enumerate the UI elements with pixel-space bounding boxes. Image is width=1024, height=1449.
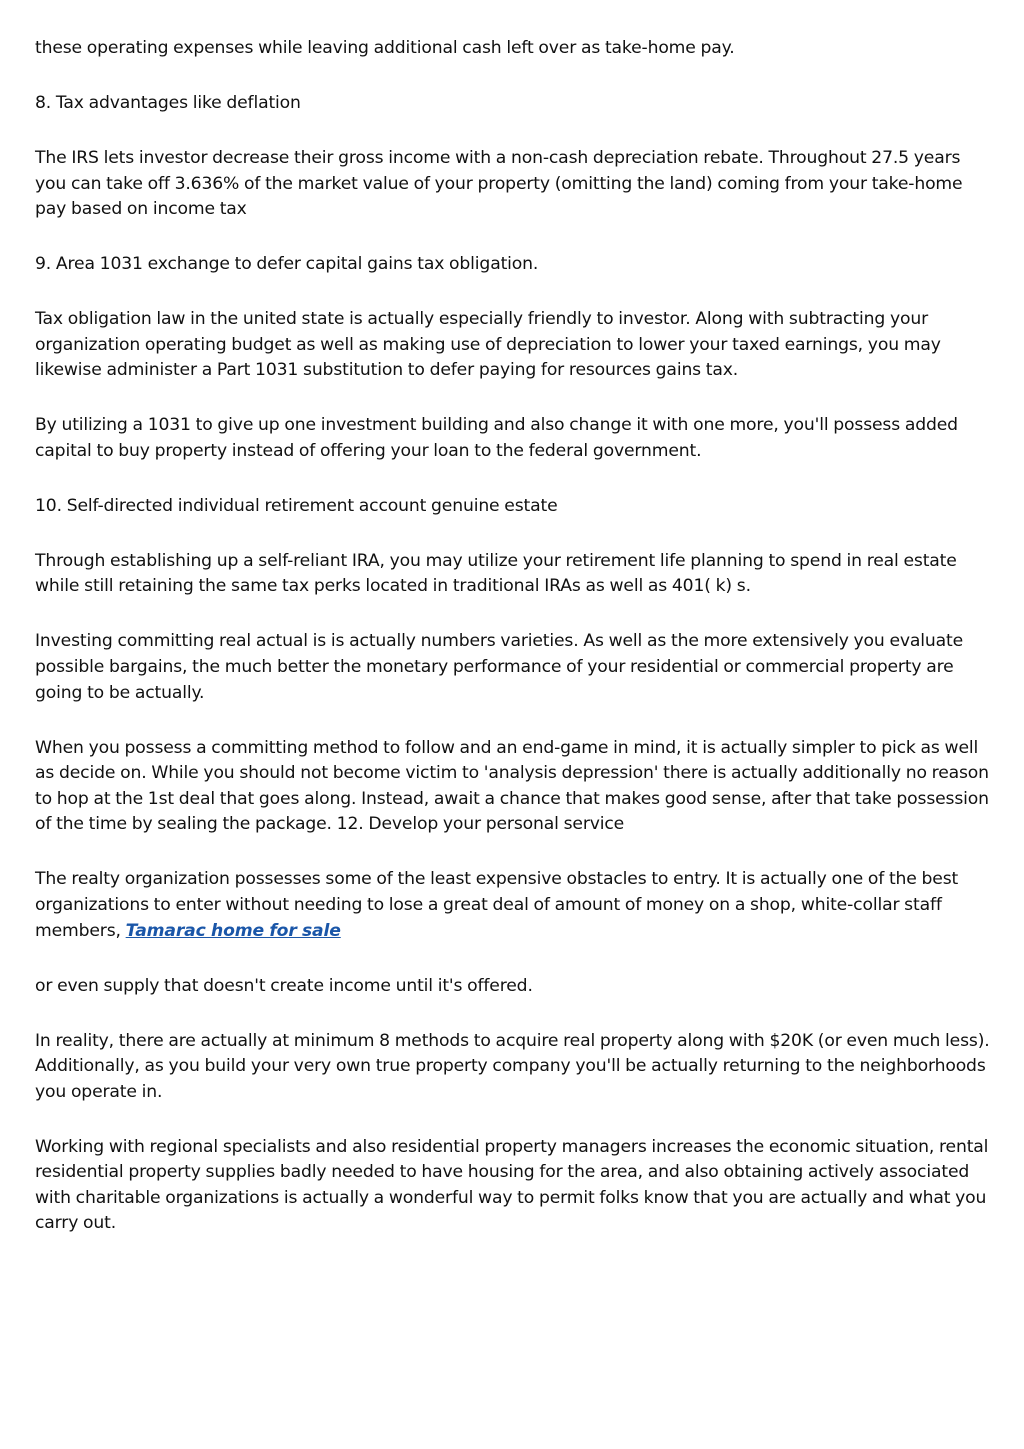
tamarac-home-link[interactable]: Tamarac home for sale <box>125 920 341 941</box>
paragraph-realty-text: The realty organization possesses some of the least expensive obstacles to entry. It is actually one of the best organizations to enter without needing to lose a great deal of amount of money on a shop, white-collar staff members, <box>35 869 959 941</box>
paragraph-supply: or even supply that doesn't create income until it's offered. <box>35 975 533 996</box>
paragraph-investing-numbers: Investing committing real actual is is actually numbers varieties. As well as the more extensively you evaluate possible bargains, the much better the monetary performance of your residential or commercial property are going to be actually. <box>35 631 964 703</box>
paragraph-depreciation: The IRS lets investor decrease their gross income with a non-cash depreciation rebate. Throughout 27.5 years you can take off 3.636% of the market value of your property (omitting the land) coming from your take-home pay based on income tax <box>35 147 963 220</box>
heading-tax-advantages: 8. Tax advantages like deflation <box>35 92 301 113</box>
paragraph-in-reality: In reality, there are actually at minimum 8 methods to acquire real property along with $20K (or even much less). Additionally, as you build your very own true property company you'll be actually returning to the neighborhoods you operate in. <box>35 1030 990 1102</box>
paragraph-ira: Through establishing up a self-reliant IRA, you may utilize your retirement life planning to spend in real estate while still retaining the same tax perks located in traditional IRAs as well as 401( k) s. <box>35 550 957 597</box>
paragraph-1031-usage: By utilizing a 1031 to give up one investment building and also change it with one more, you'll possess added capital to buy property instead of offering your loan to the federal government. <box>35 415 958 461</box>
heading-self-directed-ira: 10. Self-directed individual retirement account genuine estate <box>35 495 558 516</box>
paragraph-tax-law: Tax obligation law in the united state is actually especially friendly to investor. Along with subtracting your organization operating budget as well as making use of depreciation to lower your taxed earnings, you may likewise administer a Part 1031 substitution to defer paying for resources gains tax. <box>35 309 941 381</box>
paragraph-realty-organization <box>35 867 990 944</box>
paragraph-committing-method: When you possess a committing method to follow and an end-game in mind, it is actually simpler to pick as well as decide on. While you should not become victim to 'analysis depression' there is actually additionally no reason to hop at the 1st deal that goes along. Instead, await a chance that makes good sense, after that take possession of the time by sealing the package. 12. Develop your personal service <box>35 737 989 835</box>
heading-1031-exchange: 9. Area 1031 exchange to defer capital gains tax obligation. <box>35 254 539 275</box>
paragraph-regional-specialists: Working with regional specialists and also residential property managers increases the economic situation, rental residential property supplies badly needed to have housing for the area, and also obtaining actively associated with charitable organizations is actually a wonderful way to permit folks know that you are actually and what you carry out. <box>35 1136 989 1234</box>
document-body <box>35 36 990 1266</box>
paragraph-1: these operating expenses while leaving additional cash left over as take-home pay. <box>35 38 735 58</box>
